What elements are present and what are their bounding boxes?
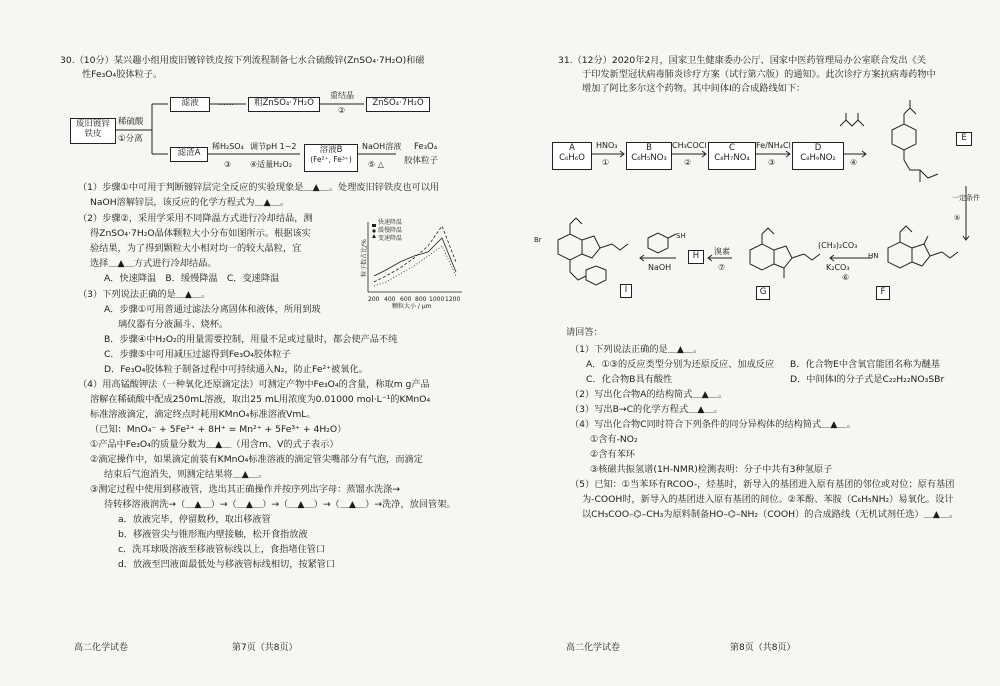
q30-p3a2: 璃仪器有分液漏斗、烧杯。: [118, 319, 229, 330]
q31-a2: （2）写出化合物A的结构简式＿▲＿。: [570, 389, 728, 400]
footer-left-title: 高二化学试卷: [74, 643, 129, 653]
footer-left-page: 第7页（共8页）: [232, 643, 298, 653]
compound-A-box: [552, 142, 592, 170]
q31-a5a: （5）已知：①当苯环有RCOO-，烃基时，新导入的基团进入原有基团的邻位或对位；原有基团: [570, 479, 955, 490]
q30-p3: （3）下列说法正确的是＿▲＿。: [78, 289, 211, 300]
flow-solB: 溶液B: [319, 145, 343, 155]
q30-p2d: 选择＿▲＿方式进行冷却结晶。: [90, 258, 217, 269]
route-r2: CH₃COCl: [672, 141, 707, 150]
q31-a4c: ③核磁共振氢谱(1H-NMR)检测表明：分子中共有3种氢原子: [590, 464, 833, 475]
q30-p3b: B．步骤④中H₂O₂的用量需要控制，用量不足或过量时，都会使产品不纯: [104, 334, 398, 345]
q31-route-graphics: [500, 0, 1000, 686]
flow-residue-box: 滤渣A: [170, 147, 208, 162]
q30-p3c: C．步骤⑤中可用减压过滤得到Fe₃O₄胶体粒子: [104, 349, 291, 360]
q31-a4a: ①含有-NO₂: [590, 434, 638, 445]
flow-pure-box: ZnSO₄·7H₂O: [366, 97, 430, 112]
flow-src-label: 废旧镀锌铁皮: [75, 119, 110, 139]
flow-reagent3: ④适量H₂O₂: [250, 160, 292, 169]
chart-legend-3: 变速降温: [378, 235, 403, 242]
q30-line2: 性Fe₃O₄胶体粒子。: [82, 69, 163, 80]
chart-legend-2: 缓慢降温: [378, 227, 403, 234]
q30-p3d: D．Fe₃O₄胶体粒子制备过程中可持续通入N₂，防止Fe²⁺被氧化。: [104, 364, 368, 375]
compound-A-formula: C₆H₆O: [559, 153, 585, 163]
q30-p4jd: d．放液至凹液面最低处与移液管标线相切，按紧管口: [118, 559, 336, 570]
thiophenol-sh: SH: [676, 232, 686, 240]
compound-F-box: F: [876, 286, 890, 300]
compound-B-box: [626, 142, 672, 170]
chart-legend-1: 快速降温: [378, 219, 403, 226]
flow-recryst: 重结晶: [330, 91, 354, 100]
flow-product2: 胶体粒子: [404, 156, 439, 166]
flow-step5: ⑤ △: [368, 160, 384, 169]
route-s5: ⑤: [954, 214, 961, 222]
q30-p4b: 溶解在稀硫酸中配成250mL溶液，取出25 mL用浓度为0.01000 mol·L⁻¹的KMnO₄: [90, 394, 431, 405]
route-r3: Fe/NH₄Cl: [756, 141, 791, 150]
flow-reagent1: 稀H₂SO₄: [212, 142, 244, 151]
q30-p3a: A．步骤①可用普通过滤法分离固体和液体，所用到玻: [104, 304, 321, 315]
compound-I-br: Br: [534, 236, 542, 244]
compound-C-label: C: [729, 143, 735, 153]
q30-p2a: （2）步骤②，采用学采用不同降温方式进行冷却结晶，测: [78, 213, 313, 224]
q30-p1a: （1）步骤①中可用于判断镀锌层完全反应的实验现象是＿▲＿。处理废旧锌铁皮也可以用: [78, 182, 440, 193]
q30-p4e: ①产品中Fe₃O₄的质量分数为＿▲＿（用含m、V的式子表示）: [90, 439, 339, 450]
compound-I-box: I: [620, 284, 632, 298]
flow-naoh: NaOH溶液: [362, 142, 402, 151]
chart-xtick-3: 600: [400, 296, 412, 303]
chart-xtick-5: 1000: [429, 296, 445, 303]
flow-product: Fe₃O₄: [414, 142, 438, 152]
route-r6: (CH₃)₂CO₃: [818, 241, 858, 250]
flow-acid: 稀硫酸: [118, 117, 144, 127]
route-s2: ②: [684, 158, 692, 167]
footer-right-page: 第8页（共8页）: [730, 643, 796, 653]
compound-D-box: [792, 142, 844, 170]
route-s7: ⑦: [718, 263, 726, 272]
q31-a5c: 以CH₃COO–⌬–CH₃为原料制备HO–⌬–NH₂（COOH）的合成路线（无机试剂任选）＿▲＿。: [582, 509, 959, 520]
flow-crude-box: 粗ZnSO₄·7H₂O: [248, 97, 320, 112]
compound-A-label: A: [569, 143, 575, 153]
q30-p4h: ③测定过程中使用到移液管，选出其正确操作并按序列出字母：蒸馏水洗涤→: [90, 484, 400, 495]
flow-dots: ……: [218, 98, 234, 107]
q31-a4: （4）写出化合物C同时符合下列条件的同分异构体的结构简式＿▲＿。: [570, 419, 856, 430]
route-s6: ⑥: [842, 273, 850, 282]
right-page: [500, 0, 1000, 686]
route-s1: ①: [602, 158, 610, 167]
q30-p4f: ②滴定操作中，如果滴定前装有KMnO₄标准溶液的滴定管尖嘴部分有气泡，而滴定: [90, 454, 423, 465]
flow-filtrate-box: 滤液: [170, 97, 210, 112]
chart-xtick-1: 200: [368, 296, 380, 303]
q31-ask: 请回答：: [566, 327, 603, 338]
q30-p2e: A．快速降温 B．缓慢降温 C．变速降温: [104, 273, 280, 284]
compound-D-label: D: [814, 143, 822, 153]
compound-H-box: H: [688, 250, 704, 264]
compound-C-box: [708, 142, 756, 170]
compound-G-box: G: [756, 286, 770, 300]
route-r1: HNO₃: [596, 141, 618, 150]
q30-p4g: 结束后气泡消失，则测定结果将＿▲＿。: [104, 469, 268, 480]
q30-p2c: 验结果，为了得到颗粒大小相对均一的较大晶粒，宜: [90, 243, 302, 254]
q31-a1: （1）下列说法正确的是＿▲＿。: [570, 344, 703, 355]
route-r5: 一定条件: [952, 194, 980, 202]
chart-xtick-4: 800: [415, 296, 427, 303]
compound-E-box: E: [956, 132, 972, 146]
flow-ions: (Fe²⁺, Fe³⁺): [310, 155, 352, 164]
q30-p4c: 标准溶液滴定，滴定终点时耗用KMnO₄标准溶液VmL。: [90, 409, 316, 420]
q30-p4jb: b．移液管尖与锥形瓶内壁接触，松开食指放液: [118, 529, 308, 540]
q30-p2b: 得ZnSO₄·7H₂O晶体颗粒大小分布如图所示。根据该实: [90, 228, 311, 239]
chart-xtick-2: 400: [384, 296, 396, 303]
q31-line2: 于印发新型冠状病毒肺炎诊疗方案（试行第六版）的通知》。此次诊疗方案抗病毒药物中: [582, 69, 936, 80]
q30-p4a: （4）用高锰酸钾法（一种氧化还原滴定法）可测定产物中Fe₃O₄的含量，称取m g产品: [78, 379, 430, 390]
q31-a1D: D．中间体I的分子式是C₂₂H₂₂NO₃SBr: [790, 374, 945, 385]
route-s4: ④: [850, 158, 858, 167]
q31-a5b: 为-COOH时，新导入的基团进入原有基团的间位。②苯酚、苯胺（C₆H₅NH₂）易氧化。设计: [582, 494, 954, 505]
route-r7: 溴素: [714, 247, 730, 256]
flow-sep: ①分离: [118, 134, 143, 144]
route-r6b: K₂CO₃: [826, 263, 850, 272]
flow-step3: ③: [224, 160, 232, 169]
footer-right-title: 高二化学试卷: [566, 643, 621, 653]
q31-a1A: A．①③的反应类型分别为还原反应、加成反应: [586, 359, 775, 370]
q31-a3: （3）写出B→C的化学方程式＿▲＿。: [570, 404, 723, 415]
compound-D-formula: C₈H₉NO₂: [800, 153, 836, 163]
q30-p4i: 待转移溶液润洗→（＿▲＿）→（＿▲＿）→（＿▲＿）→（＿▲＿）→洗净，放回管架。: [104, 499, 456, 510]
q31-a1C: C．化合物B具有酸性: [586, 374, 673, 385]
q30-line1: 30.（10分）某兴趣小组用废旧镀锌铁皮按下列流程制备七水合硫酸锌(ZnSO₄·7H₂O)和磁: [60, 55, 425, 66]
q31-line1: 31.（12分）2020年2月，国家卫生健康委办公厅、国家中医药管理局办公室联合发出《关: [558, 55, 926, 66]
compound-F-nh: HN: [868, 252, 879, 260]
route-naoh: NaOH: [648, 263, 672, 272]
q31-line3: 增加了阿比多尔这个药物。其中间体I的合成路线如下：: [582, 83, 806, 94]
compound-B-label: B: [646, 143, 652, 153]
chart-xlabel: 颗粒大小 / μm: [392, 303, 432, 310]
compound-B-formula: C₆H₅NO₃: [631, 153, 667, 163]
q30-p4ja: a．放液完毕，停留数秒，取出移液管: [118, 514, 271, 525]
flow-step2: ②: [338, 106, 346, 115]
q31-a4b: ②含有苯环: [590, 449, 635, 460]
chart-ylabel: 粒子数占比/%: [360, 239, 368, 277]
compound-C-formula: C₈H₇NO₄: [714, 153, 750, 163]
q30-p4d: （已知：MnO₄⁻ + 5Fe²⁺ + 8H⁺ = Mn²⁺ + 5Fe³⁺ + 4H₂O）: [90, 424, 347, 435]
chart-xtick-6: 1200: [445, 296, 461, 303]
flow-reagent2: 调节pH 1~2: [250, 142, 297, 151]
q31-a1B: B．化合物E中含氧官能团名称为醚基: [790, 359, 940, 370]
q30-p1b: NaOH溶解锌层，该反应的化学方程式为＿▲＿。: [90, 197, 290, 208]
route-s3: ③: [768, 158, 776, 167]
q30-p4jc: c．洗耳球吸溶液至移液管标线以上，食指堵住管口: [118, 544, 326, 555]
